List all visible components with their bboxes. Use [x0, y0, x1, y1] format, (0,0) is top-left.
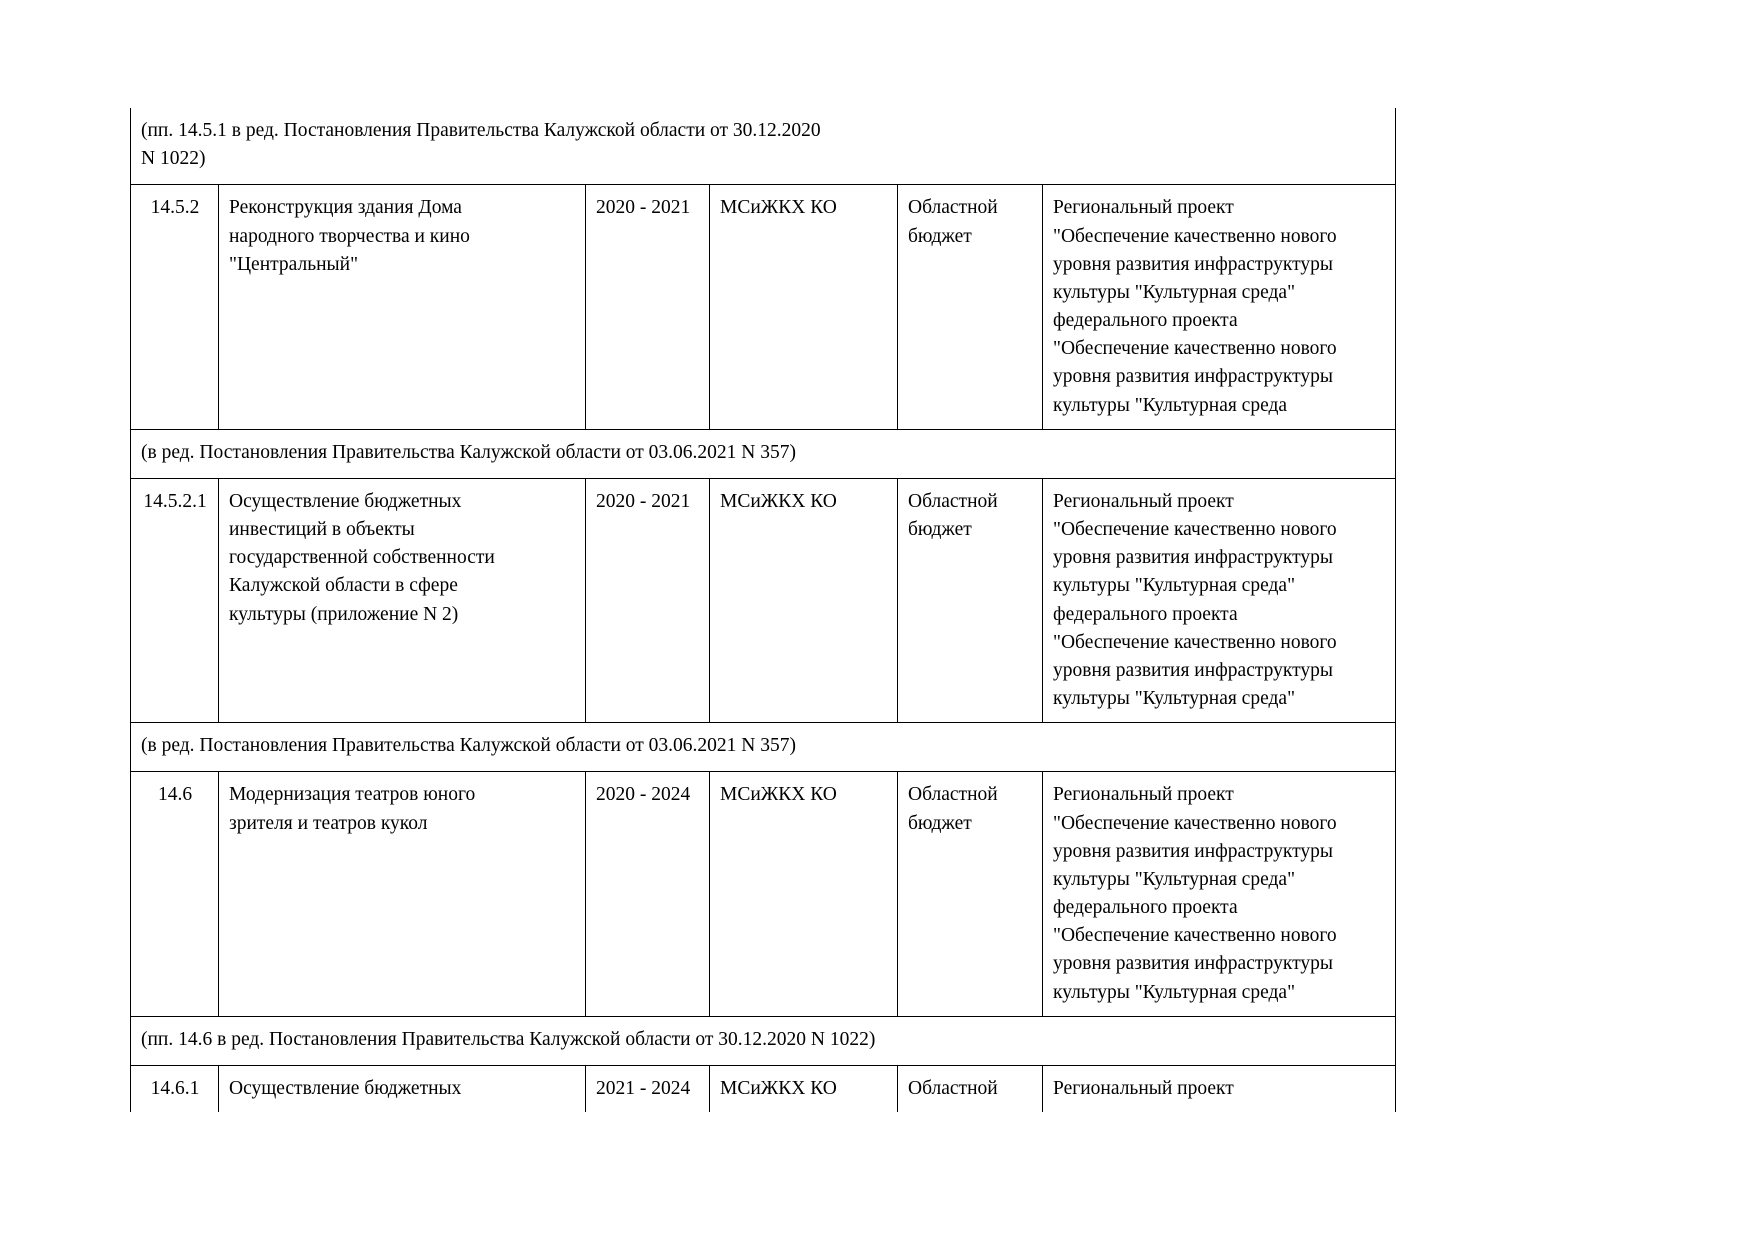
measure-regional-project-line: уровня развития инфраструктуры: [1053, 547, 1333, 569]
measure-funding-source-line: бюджет: [908, 812, 972, 834]
measure-years: [586, 772, 710, 1016]
amendment-note-text: [131, 429, 1396, 478]
table-row: [131, 772, 1396, 1016]
measure-regional-project-line: "Обеспечение качественно нового: [1053, 925, 1337, 947]
measure-executor-line: МСиЖКХ КО: [720, 490, 837, 512]
measure-regional-project-line: федерального проекта: [1053, 603, 1238, 625]
measure-regional-project-line: культуры "Культурная среда: [1053, 394, 1288, 416]
measure-years-line: 2020 - 2024: [596, 784, 691, 806]
measure-name: [219, 478, 586, 722]
measure-number-line: 14.6.1: [150, 1077, 200, 1099]
measure-executor: [710, 478, 898, 722]
measure-name-line: государственной собственности: [229, 547, 495, 569]
measure-executor-line: МСиЖКХ КО: [720, 1077, 837, 1099]
amendment-note-row: [131, 1016, 1396, 1065]
table-row: [131, 1065, 1396, 1112]
measure-executor-line: МСиЖКХ КО: [720, 784, 837, 806]
amendment-note-line: (в ред. Постановления Правительства Калужской области от 03.06.2021 N 357): [141, 441, 797, 463]
measure-name-line: инвестиций в объекты: [229, 519, 415, 541]
measure-funding-source: [898, 1065, 1043, 1112]
measure-name-line: Осуществление бюджетных: [229, 1077, 462, 1099]
table-row: [131, 185, 1396, 429]
measure-number-line: 14.5.2.1: [143, 490, 207, 512]
measure-years-line: 2020 - 2021: [596, 490, 691, 512]
measure-name-line: Модернизация театров юного: [229, 784, 476, 806]
measure-number: [131, 478, 219, 722]
measure-regional-project-line: Региональный проект: [1053, 1077, 1234, 1099]
measure-regional-project-line: Региональный проект: [1053, 784, 1234, 806]
measure-regional-project-line: уровня развития инфраструктуры: [1053, 366, 1333, 388]
measure-funding-source-line: Областной: [908, 490, 998, 512]
amendment-note-line: (в ред. Постановления Правительства Калужской области от 03.06.2021 N 357): [141, 735, 797, 757]
measure-name: [219, 772, 586, 1016]
measure-funding-source: [898, 478, 1043, 722]
program-measures-table: [130, 108, 1396, 1112]
measure-executor-line: МСиЖКХ КО: [720, 197, 837, 219]
measure-regional-project-line: культуры "Культурная среда": [1053, 868, 1296, 890]
measure-regional-project-line: уровня развития инфраструктуры: [1053, 953, 1333, 975]
measure-regional-project-line: Региональный проект: [1053, 197, 1234, 219]
measure-name-line: народного творчества и кино: [229, 225, 470, 247]
measure-funding-source: [898, 185, 1043, 429]
amendment-note-line: N 1022): [141, 148, 206, 170]
measure-years-line: 2021 - 2024: [596, 1077, 691, 1099]
measure-regional-project-line: культуры "Культурная среда": [1053, 575, 1296, 597]
measure-number: [131, 1065, 219, 1112]
measure-executor: [710, 772, 898, 1016]
amendment-note-row: [131, 108, 1396, 185]
measure-regional-project: [1043, 185, 1396, 429]
amendment-note-text: [131, 1016, 1396, 1065]
measure-funding-source-line: бюджет: [908, 519, 972, 541]
amendment-note-text: [131, 108, 1396, 185]
measure-number: [131, 772, 219, 1016]
measure-executor: [710, 185, 898, 429]
measure-name: [219, 185, 586, 429]
table-row: [131, 478, 1396, 722]
measure-regional-project-line: культуры "Культурная среда": [1053, 281, 1296, 303]
measure-funding-source-line: бюджет: [908, 225, 972, 247]
measure-regional-project-line: Региональный проект: [1053, 490, 1234, 512]
measure-funding-source-line: Областной: [908, 784, 998, 806]
measure-regional-project-line: "Обеспечение качественно нового: [1053, 631, 1337, 653]
measure-regional-project-line: культуры "Культурная среда": [1053, 981, 1296, 1003]
measure-regional-project-line: федерального проекта: [1053, 310, 1238, 332]
amendment-note-line: (пп. 14.5.1 в ред. Постановления Правительства Калужской области от 30.12.2020: [141, 120, 821, 141]
amendment-note-row: [131, 429, 1396, 478]
measure-regional-project-line: "Обеспечение качественно нового: [1053, 225, 1337, 247]
measure-name-line: культуры (приложение N 2): [229, 603, 459, 625]
measure-name-line: Калужской области в сфере: [229, 575, 458, 597]
measure-regional-project-line: уровня развития инфраструктуры: [1053, 253, 1333, 275]
measure-number-line: 14.6: [157, 784, 193, 806]
measure-funding-source-line: Областной: [908, 1077, 998, 1099]
amendment-note-text: [131, 723, 1396, 772]
table-body: [131, 108, 1396, 1112]
measure-name-line: "Центральный": [229, 253, 359, 275]
amendment-note-line: (пп. 14.6 в ред. Постановления Правительства Калужской области от 30.12.2020 N 1022): [141, 1028, 876, 1050]
amendment-note-row: [131, 723, 1396, 772]
measure-regional-project-line: "Обеспечение качественно нового: [1053, 519, 1337, 541]
measure-regional-project-line: "Обеспечение качественно нового: [1053, 338, 1337, 360]
measure-name-line: Реконструкция здания Дома: [229, 197, 462, 219]
measure-regional-project-line: федерального проекта: [1053, 897, 1238, 919]
measure-regional-project: [1043, 478, 1396, 722]
measure-years-line: 2020 - 2021: [596, 197, 691, 219]
measure-number-line: 14.5.2: [150, 197, 200, 219]
measure-regional-project-line: культуры "Культурная среда": [1053, 688, 1296, 710]
measure-name: [219, 1065, 586, 1112]
measure-number: [131, 185, 219, 429]
measure-funding-source-line: Областной: [908, 197, 998, 219]
measure-regional-project: [1043, 1065, 1396, 1112]
measure-name-line: Осуществление бюджетных: [229, 490, 462, 512]
measure-regional-project-line: уровня развития инфраструктуры: [1053, 840, 1333, 862]
measure-regional-project-line: уровня развития инфраструктуры: [1053, 659, 1333, 681]
measure-name-line: зрителя и театров кукол: [229, 812, 428, 834]
measure-regional-project-line: "Обеспечение качественно нового: [1053, 812, 1337, 834]
measure-funding-source: [898, 772, 1043, 1016]
measure-years: [586, 478, 710, 722]
measure-years: [586, 1065, 710, 1112]
measure-regional-project: [1043, 772, 1396, 1016]
measure-executor: [710, 1065, 898, 1112]
measure-years: [586, 185, 710, 429]
